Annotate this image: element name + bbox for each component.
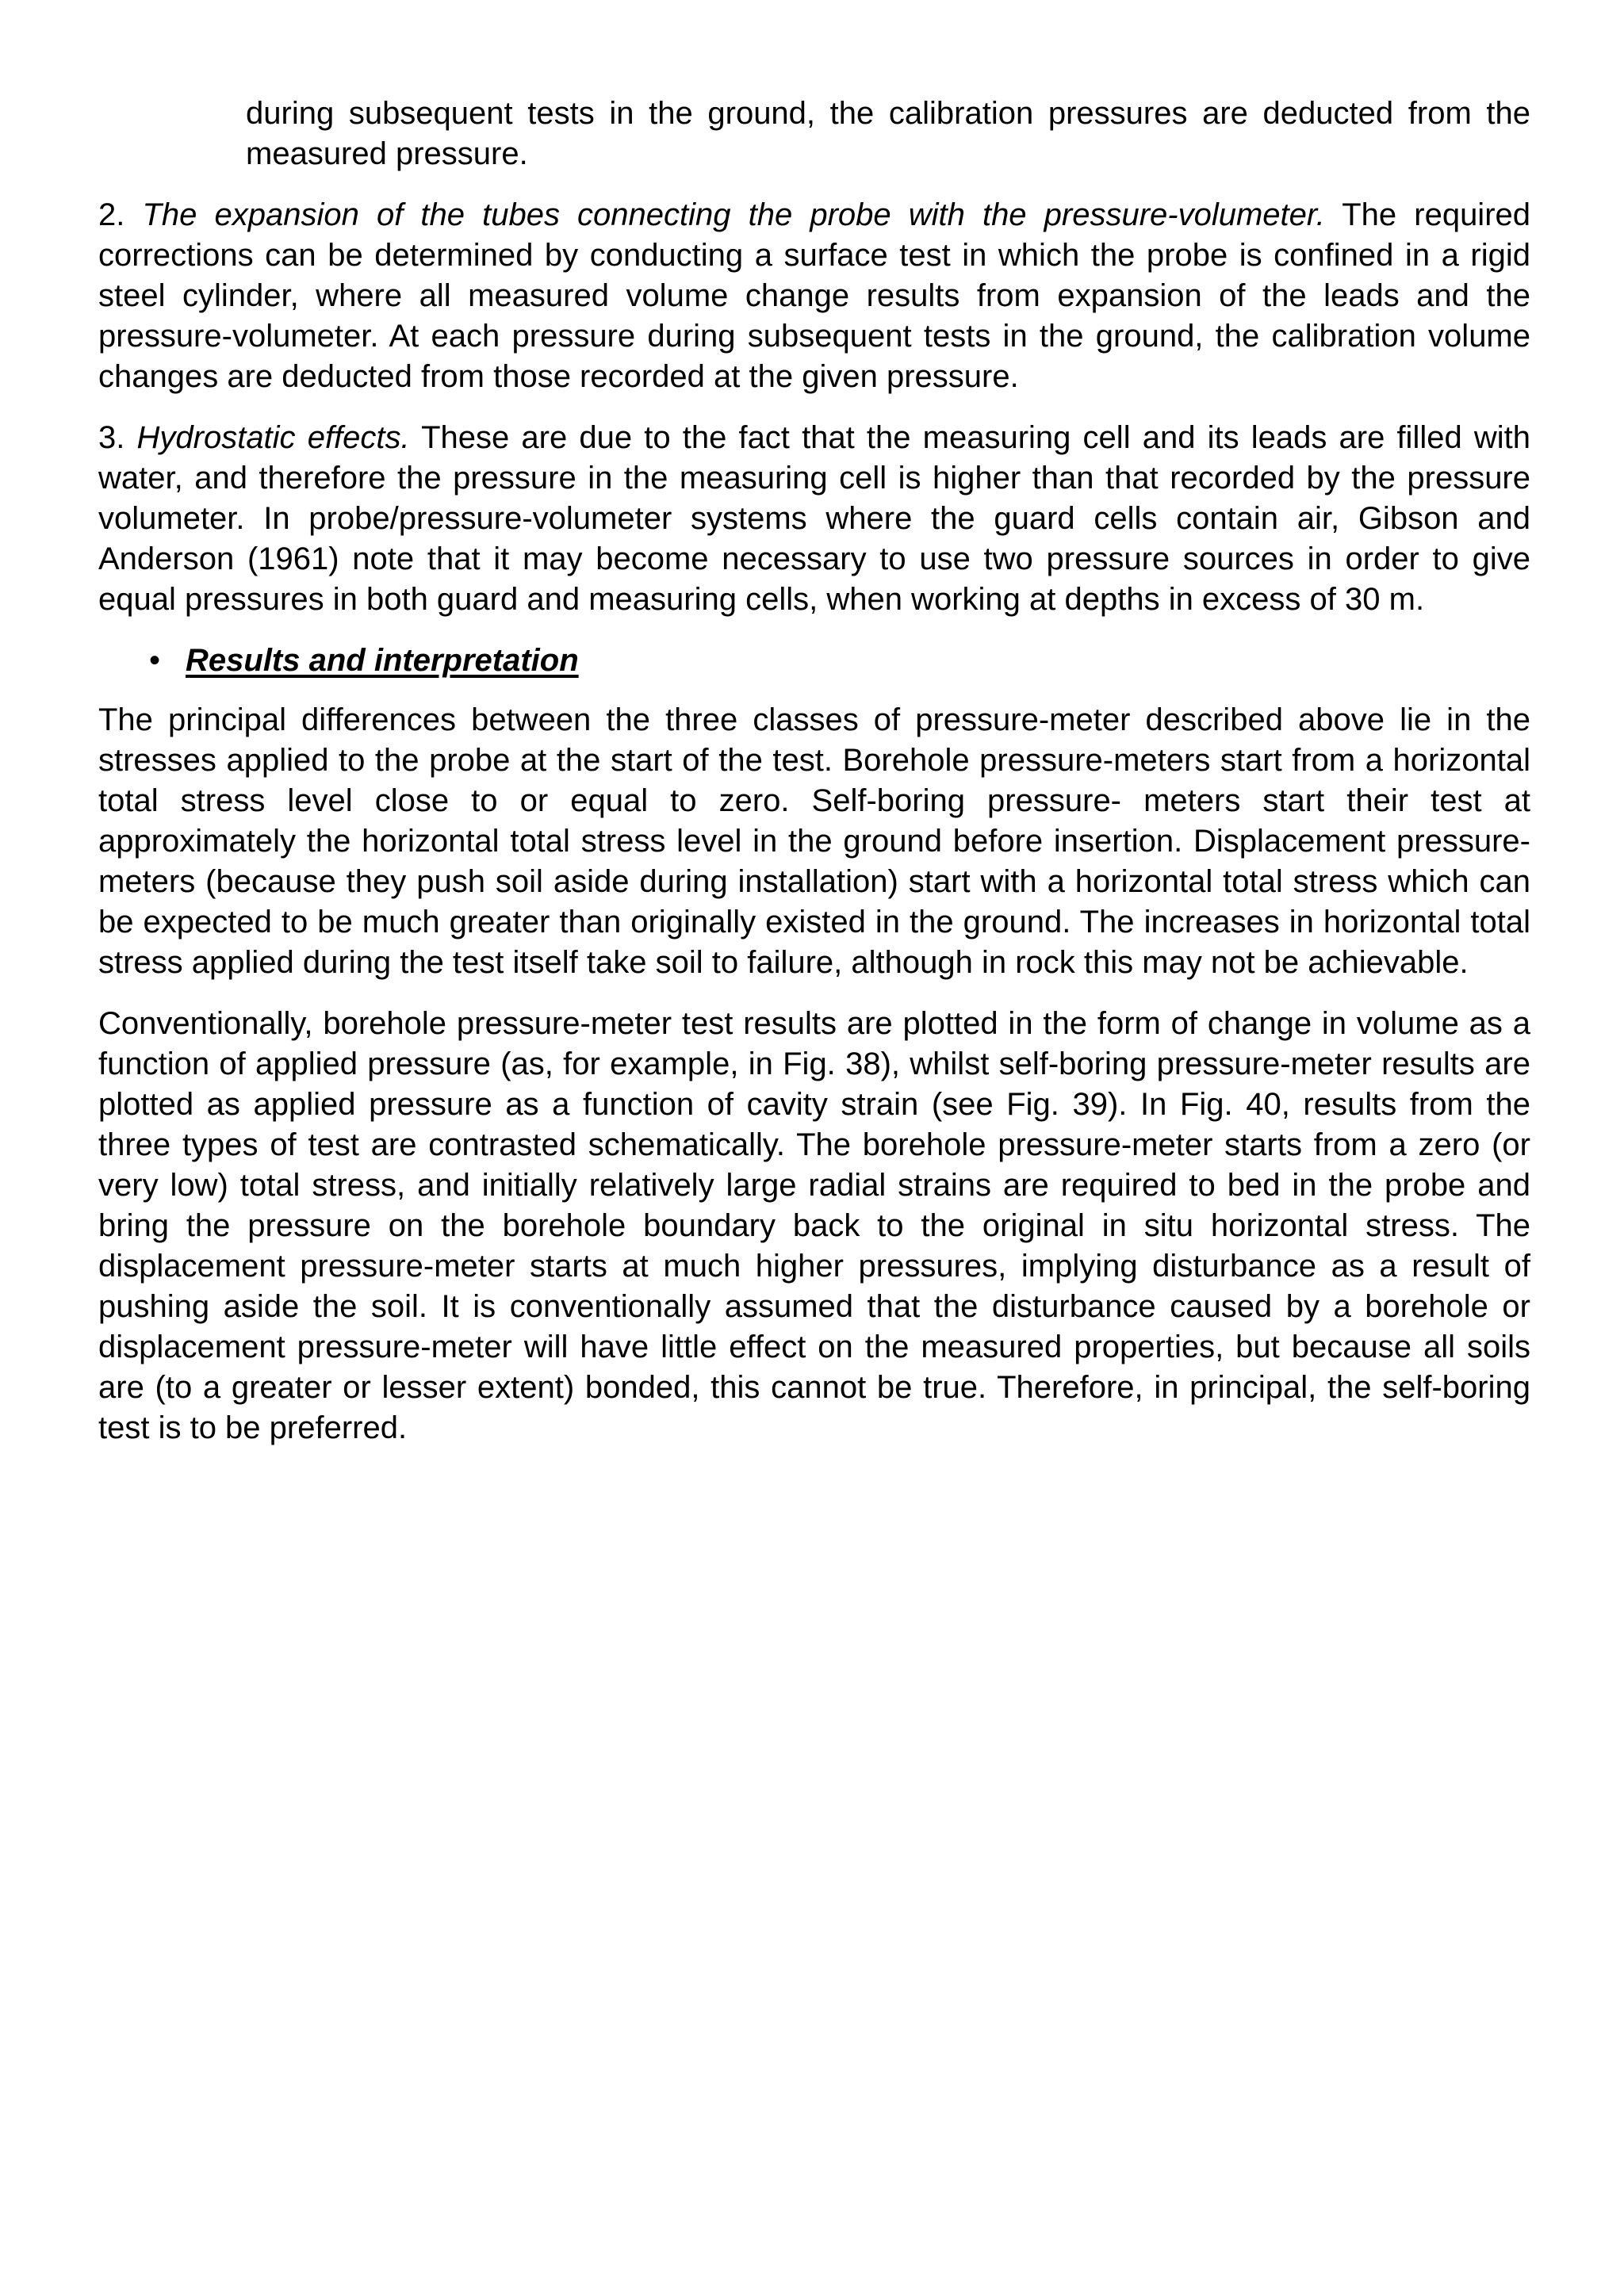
list-item-3: [98, 418, 1530, 620]
list-item-2: [98, 195, 1530, 397]
document-page: [98, 94, 1530, 1469]
list-item-2-title: The expansion of the tubes connecting the probe with the pressure-volumeter.: [142, 197, 1325, 232]
list-item-2-body: The required corrections can be determined by conducting a surface test in which the probe is confined in a rigid steel cylinder, where all measured volume change results from expansion of the leads and the pressure-volumeter. At each pressure during subsequent tests in the ground, the calibration volume changes are deducted from those recorded at the given pressure.: [98, 197, 1531, 394]
section-heading: [98, 641, 1530, 681]
continued-paragraph: during subsequent tests in the ground, the calibration pressures are deducted from the measured pressure.: [246, 96, 1530, 171]
bullet-icon: •: [149, 643, 161, 678]
list-item-3-body: These are due to the fact that the measuring cell and its leads are filled with water, and therefore the pressure in the measuring cell is higher than that recorded by the pressure volumeter. In probe/pressure-volumeter systems where the guard cells contain air, Gibson and Anderson (1961) note that it may become necessary to use two pressure sources in order to give equal pressures in both guard and measuring cells, when working at depths in excess of 30 m.: [98, 420, 1530, 617]
body-paragraph-1: The principal differences between the three classes of pressure-meter described above lie in the stresses applied to the probe at the start of the test. Borehole pressure-meters start from a horizontal total stress level close to or equal to zero. Self-boring pressure- meters start their test at approximately the horizontal total stress level in the ground before insertion. Displacement pressure-meters (because they push soil aside during installation) start with a horizontal total stress which can be expected to be much greater than originally existed in the ground. The increases in horizontal total stress applied during the test itself take soil to failure, although in rock this may not be achievable.: [98, 702, 1530, 980]
list-item-3-title: Hydrostatic effects.: [136, 420, 410, 455]
body-paragraph-2: Conventionally, borehole pressure-meter test results are plotted in the form of change in volume as a function of applied pressure (as, for example, in Fig. 38), whilst self-boring pressure-meter results are plotted as applied pressure as a function of cavity strain (see Fig. 39). In Fig. 40, results from the three types of test are contrasted schematically. The borehole pressure-meter starts from a zero (or very low) total stress, and initially relatively large radial strains are required to bed in the probe and bring the pressure on the borehole boundary back to the original in situ horizontal stress. The displacement pressure-meter starts at much higher pressures, implying disturbance as a result of pushing aside the soil. It is conventionally assumed that the disturbance caused by a borehole or displacement pressure-meter will have little effect on the measured properties, but because all soils are (to a greater or lesser extent) bonded, this cannot be true. Therefore, in principal, the self-boring test is to be preferred.: [98, 1006, 1530, 1445]
list-item-2-number: 2.: [98, 197, 143, 232]
section-heading-text: Results and interpretation: [186, 643, 579, 678]
list-item-3-number: 3.: [98, 420, 137, 455]
